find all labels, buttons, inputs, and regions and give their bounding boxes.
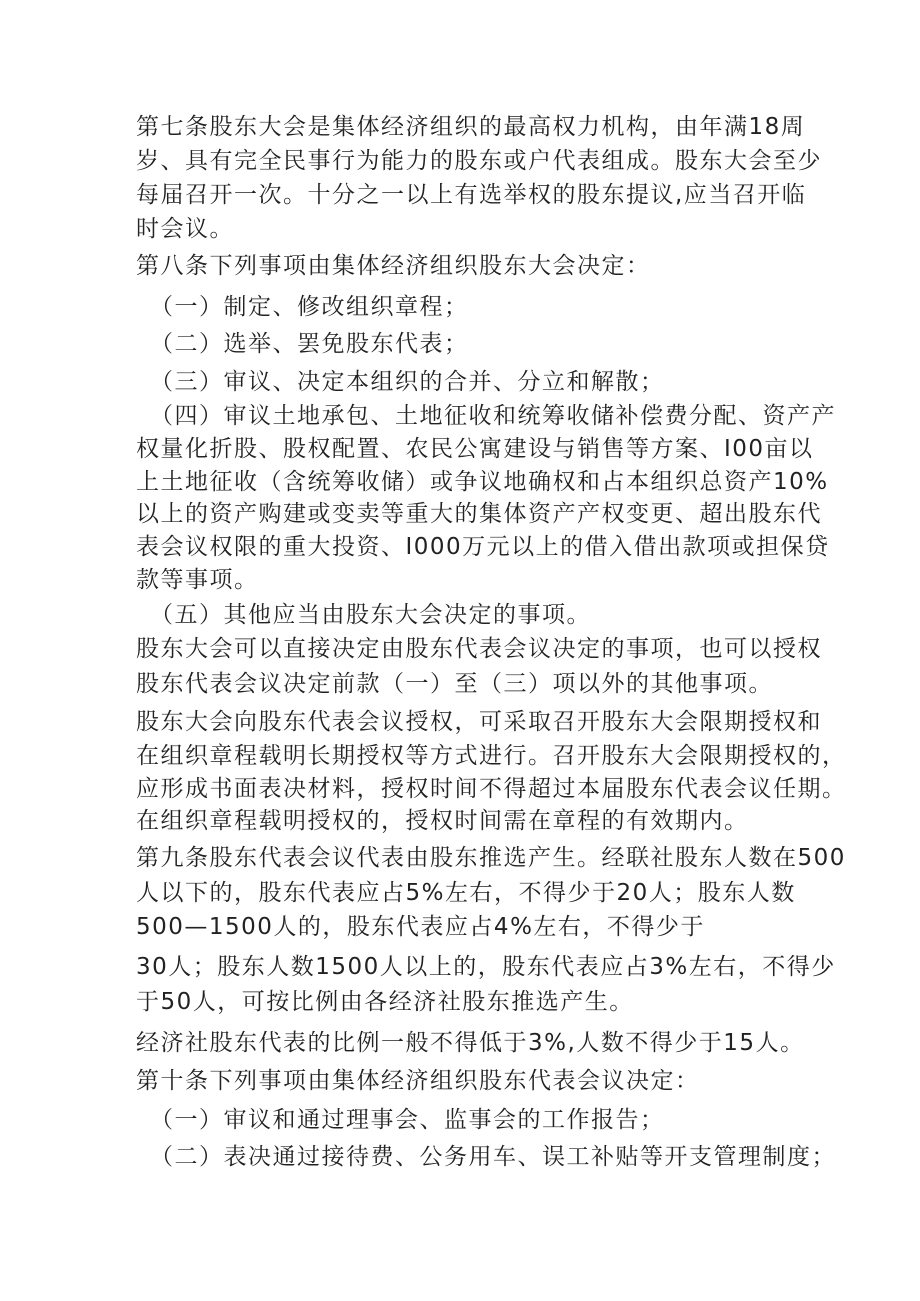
text-line: 经济社股东代表的比例一般不得低于3%,人数不得少于15人。	[136, 1030, 805, 1056]
text-line: 每届召开一次。十分之一以上有选举权的股东提议,应当召开临	[136, 182, 807, 208]
text-line: （一）审议和通过理事会、监事会的工作报告；	[150, 1107, 665, 1133]
text-line: 上土地征收（含统筹收储）或争议地确权和占本组织总资产10%	[136, 469, 829, 495]
text-line: 第九条股东代表会议代表由股东推选产生。经联社股东人数在500	[136, 845, 846, 871]
text-line: 股东代表会议决定前款（一）至（三）项以外的其他事项。	[136, 671, 773, 697]
text-line: 表会议权限的重大投资、I000万元以上的借入借出款项或担保贷	[136, 534, 830, 560]
text-line: （一）制定、修改组织章程；	[150, 294, 469, 320]
text-line: 在组织章程载明长期授权等方式进行。召开股东大会限期授权的，	[136, 743, 847, 769]
text-line: （三）审议、决定本组织的合并、分立和解散；	[150, 369, 665, 395]
text-line: （四）审议土地承包、土地征收和统筹收储补偿费分配、资产产	[150, 403, 836, 429]
text-line: 时会议。	[136, 216, 234, 242]
text-line: 在组织章程载明授权的，授权时间需在章程的有效期内。	[136, 808, 749, 834]
text-line: （五）其他应当由股东大会决定的事项。	[150, 602, 591, 628]
text-line: 于50人，可按比例由各经济社股东推选产生。	[136, 989, 634, 1015]
text-line: 股东大会向股东代表会议授权，可采取召开股东大会限期授权和	[136, 709, 822, 735]
text-line: 500—1500人的，股东代表应占4%左右，不得少于	[136, 914, 705, 940]
text-line: 第七条股东大会是集体经济组织的最高权力机构，由年满18周	[136, 114, 806, 140]
text-line: 权量化折股、股权配置、农民公寓建设与销售等方案、I00亩以	[136, 436, 814, 462]
text-line: 人以下的，股东代表应占5%左右，不得少于20人；股东人数	[136, 880, 796, 906]
text-line: 以上的资产购建或变卖等重大的集体资产产权变更、超出股东代	[136, 501, 822, 527]
text-line: 第八条下列事项由集体经济组织股东大会决定：	[136, 253, 651, 279]
text-line: 岁、具有完全民事行为能力的股东或户代表组成。股东大会至少	[136, 148, 822, 174]
text-line: 第十条下列事项由集体经济组织股东代表会议决定：	[136, 1068, 700, 1094]
text-line: （二）表决通过接待费、公务用车、误工补贴等开支管理制度；	[150, 1144, 836, 1170]
text-line: 30人；股东人数1500人以上的，股东代表应占3%左右，不得少	[136, 954, 836, 980]
text-line: 股东大会可以直接决定由股东代表会议决定的事项，也可以授权	[136, 636, 822, 662]
text-line: 款等事项。	[136, 567, 259, 593]
text-line: 应形成书面表决材料，授权时间不得超过本届股东代表会议任期。	[136, 776, 847, 802]
text-line: （二）选举、罢免股东代表；	[150, 331, 469, 357]
